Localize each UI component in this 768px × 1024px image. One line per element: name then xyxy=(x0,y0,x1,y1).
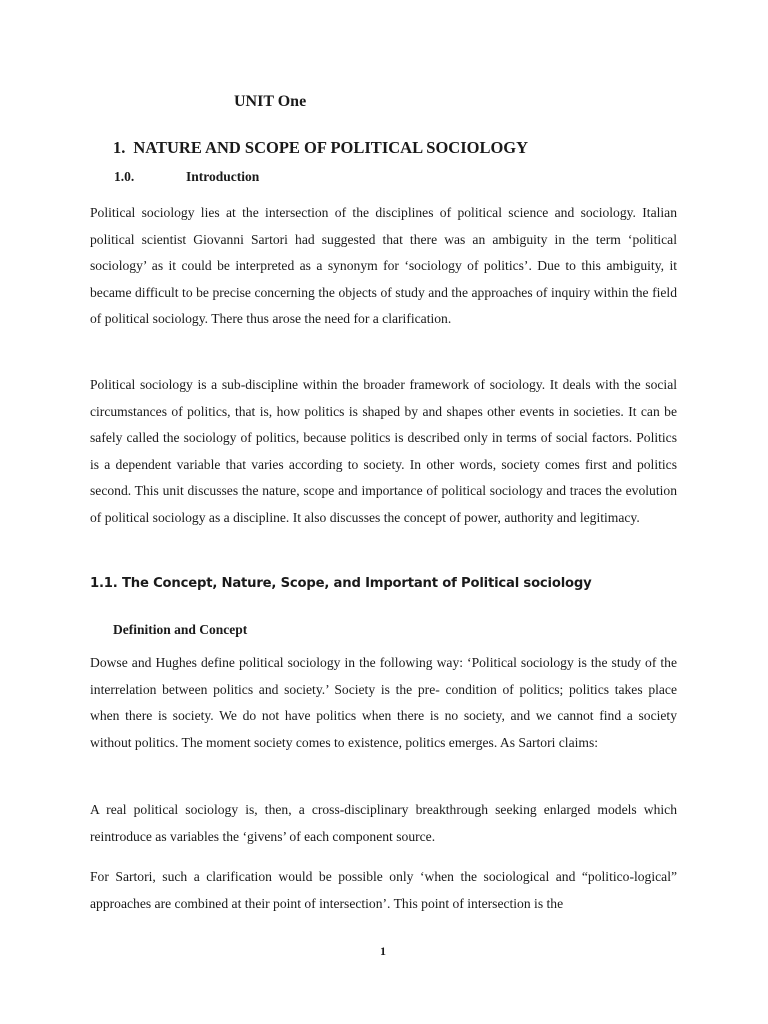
page-number: 1 xyxy=(380,944,386,958)
paragraph-intro-2: Political sociology is a sub-discipline within the broader framework of sociology. It deals with the social circumstances of politics, that is, how politics is shaped by and shapes other events in societies. It can be safely called the sociology of politics, because politics is described only in terms of social factors. Politics is a dependent variable that varies according to society. In other words, society comes first and politics second. This unit discusses the nature, scope and importance of political sociology and traces the evolution of political sociology as a discipline. It also discusses the concept of power, authority and legitimacy. xyxy=(90,377,677,525)
subsection-heading: 1.1. The Concept, Nature, Scope, and Important of Political sociology xyxy=(90,576,592,591)
intro-section-number: 1.0. xyxy=(114,169,135,184)
chapter-title-text: NATURE AND SCOPE OF POLITICAL SOCIOLOGY xyxy=(133,138,529,157)
intro-section-title: Introduction xyxy=(186,169,260,184)
chapter-title xyxy=(113,138,528,158)
unit-title: UNIT One xyxy=(234,93,307,110)
paragraph-definition-1: Dowse and Hughes define political sociology in the following way: ‘Political sociology is the study of the interrelation between politics and society.’ Society is the pre- condition of politics; politics takes place when there is society. We do not have politics when there is no society, and we cannot find a society without politics. The moment society comes to existence, politics emerges. As Sartori claims: xyxy=(90,655,677,750)
intro-section-heading xyxy=(114,169,259,185)
paragraph-definition-2: For Sartori, such a clarification would be possible only ‘when the sociological and “politico-logical” approaches are combined at their point of intersection’. This point of intersection is the xyxy=(90,869,677,911)
chapter-number: 1. xyxy=(113,138,126,157)
paragraph-quote: A real political sociology is, then, a cross-disciplinary breakthrough seeking enlarged models which reintroduce as variables the ‘givens’ of each component source. xyxy=(90,802,677,844)
definition-heading: Definition and Concept xyxy=(113,622,248,637)
paragraph-intro-1: Political sociology lies at the intersection of the disciplines of political science and sociology. Italian political scientist Giovanni Sartori had suggested that there was an ambiguity in the term ‘political sociology’ as it could be interpreted as a synonym for ‘sociology of politics’. Due to this ambiguity, it became difficult to be precise concerning the objects of study and the approaches of inquiry within the field of political sociology. There thus arose the need for a clarification. xyxy=(90,205,677,326)
